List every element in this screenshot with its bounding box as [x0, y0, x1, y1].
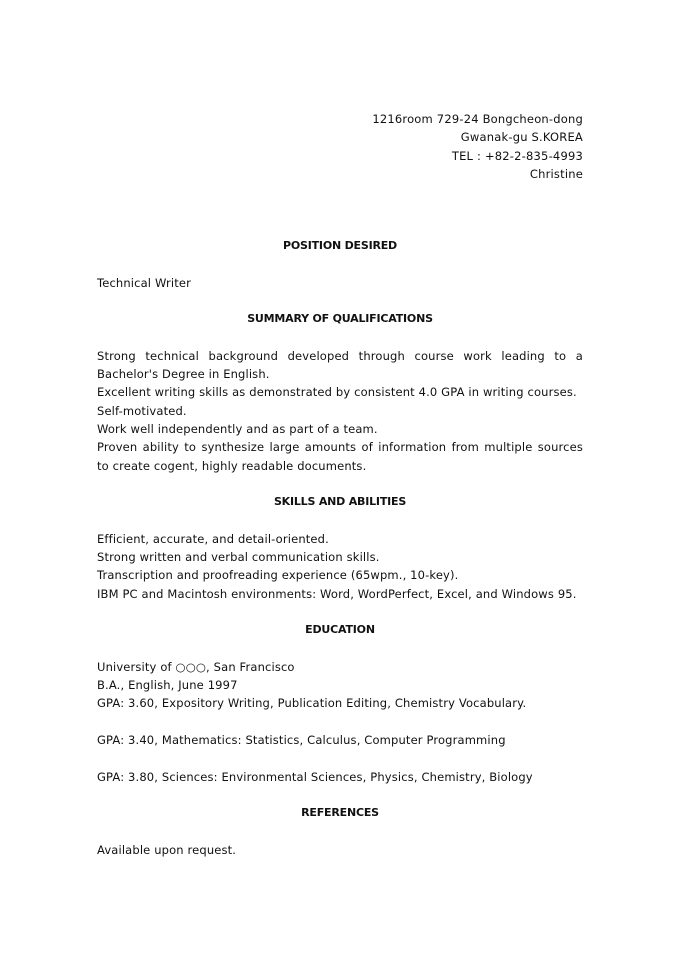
- summary-item: Work well independently and as part of a team.: [97, 421, 378, 436]
- summary-item: Proven ability to synthesize large amounts of information from multiple sources to create cogent, highly readable documents.: [97, 440, 583, 473]
- education-gpa-2: GPA: 3.40, Mathematics: Statistics, Calculus, Computer Programming: [97, 733, 506, 748]
- contact-name: Christine: [529, 166, 583, 181]
- skills-heading: SKILLS AND ABILITIES: [273, 495, 407, 509]
- references-heading: REFERENCES: [301, 806, 379, 820]
- education-university: University of ○○○, San Francisco: [97, 659, 295, 674]
- summary-item: Self-motivated.: [97, 403, 187, 418]
- summary-heading: SUMMARY OF QUALIFICATIONS: [247, 312, 433, 326]
- skills-item: Transcription and proofreading experience (65wpm., 10-key).: [97, 568, 459, 583]
- resume-body: [97, 237, 583, 859]
- phone-line: TEL : +82-2-835-4993: [451, 148, 583, 163]
- position-text: Technical Writer: [97, 275, 191, 290]
- education-gpa-1: GPA: 3.60, Expository Writing, Publication Editing, Chemistry Vocabulary.: [97, 696, 527, 711]
- education-degree: B.A., English, June 1997: [97, 678, 238, 693]
- education-heading: EDUCATION: [305, 623, 375, 637]
- summary-item: Excellent writing skills as demonstrated by consistent 4.0 GPA in writing courses.: [97, 385, 577, 400]
- skills-item: IBM PC and Macintosh environments: Word, WordPerfect, Excel, and Windows 95.: [97, 586, 577, 601]
- position-heading: POSITION DESIRED: [283, 239, 397, 252]
- address-line-2: Gwanak-gu S.KOREA: [460, 130, 583, 145]
- skills-item: Efficient, accurate, and detail-oriented.: [97, 531, 329, 546]
- contact-block: [372, 110, 583, 183]
- address-line-1: 1216room 729-24 Bongcheon-dong: [372, 112, 583, 126]
- education-gpa-3: GPA: 3.80, Sciences: Environmental Sciences, Physics, Chemistry, Biology: [97, 769, 533, 784]
- references-text: Available upon request.: [97, 842, 237, 857]
- summary-item: Strong technical background developed through course work leading to a Bachelor's Degree in English.: [97, 348, 583, 382]
- skills-item: Strong written and verbal communication skills.: [97, 550, 380, 565]
